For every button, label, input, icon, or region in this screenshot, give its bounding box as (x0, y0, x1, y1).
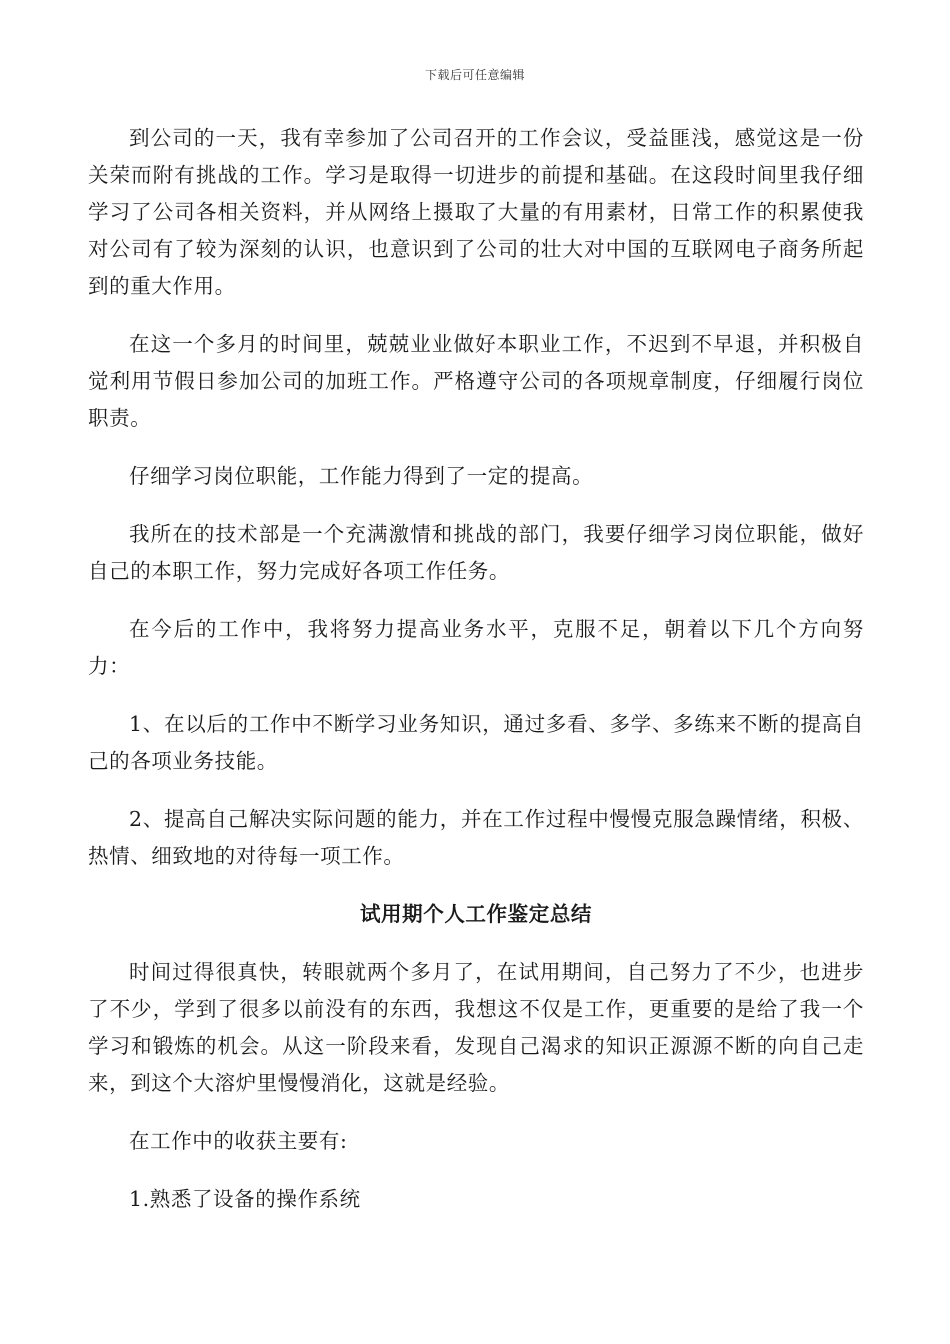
header-note: 下载后可任意编辑 (424, 68, 525, 82)
section-title: 试用期个人工作鉴定总结 (359, 902, 593, 926)
paragraph: 在这一个多月的时间里，兢兢业业做好本职业工作，不迟到不早退，并积极自觉利用节假日参加公司的加班工作。严格遵守公司的各项规章制度，仔细履行岗位职责。 (88, 332, 864, 430)
paragraph: 到公司的一天，我有幸参加了公司召开的工作会议，受益匪浅，感觉这是一份关荣而附有挑战的工作。学习是取得一切进步的前提和基础。在这段时间里我仔细学习了公司各相关资料，并从网络上摄取了大量的有用素材，日常工作的积累使我对公司有了较为深刻的认识，也意识到了公司的壮大对中国的互联网电子商务所起到的重大作用。 (88, 126, 864, 298)
paragraph: 仔细学习岗位职能，工作能力得到了一定的提高。 (129, 464, 594, 488)
list-item: 2、提高自己解决实际问题的能力，并在工作过程中慢慢克服急躁情绪，积极、热情、细致地的对待每一项工作。 (88, 807, 864, 868)
list-item: 1、在以后的工作中不断学习业务知识，通过多看、多学、多练来不断的提高自己的各项业务技能。 (88, 712, 864, 773)
paragraph: 在工作中的收获主要有: (129, 1129, 348, 1153)
document-body (88, 120, 864, 1218)
paragraph: 在今后的工作中，我将努力提高业务水平，克服不足，朝着以下几个方向努力： (88, 617, 864, 678)
paragraph: 我所在的技术部是一个充满激情和挑战的部门，我要仔细学习岗位职能，做好自己的本职工作，努力完成好各项工作任务。 (88, 522, 864, 583)
paragraph: 时间过得很真快，转眼就两个多月了，在试用期间，自己努力了不少，也进步了不少，学到了很多以前没有的东西，我想这不仅是工作，更重要的是给了我一个学习和锻炼的机会。从这一阶段来看，发现自己渴求的知识正源源不断的向自己走来，到这个大溶炉里慢慢消化，这就是经验。 (88, 960, 864, 1095)
list-item: 1.熟悉了设备的操作系统 (129, 1187, 361, 1211)
